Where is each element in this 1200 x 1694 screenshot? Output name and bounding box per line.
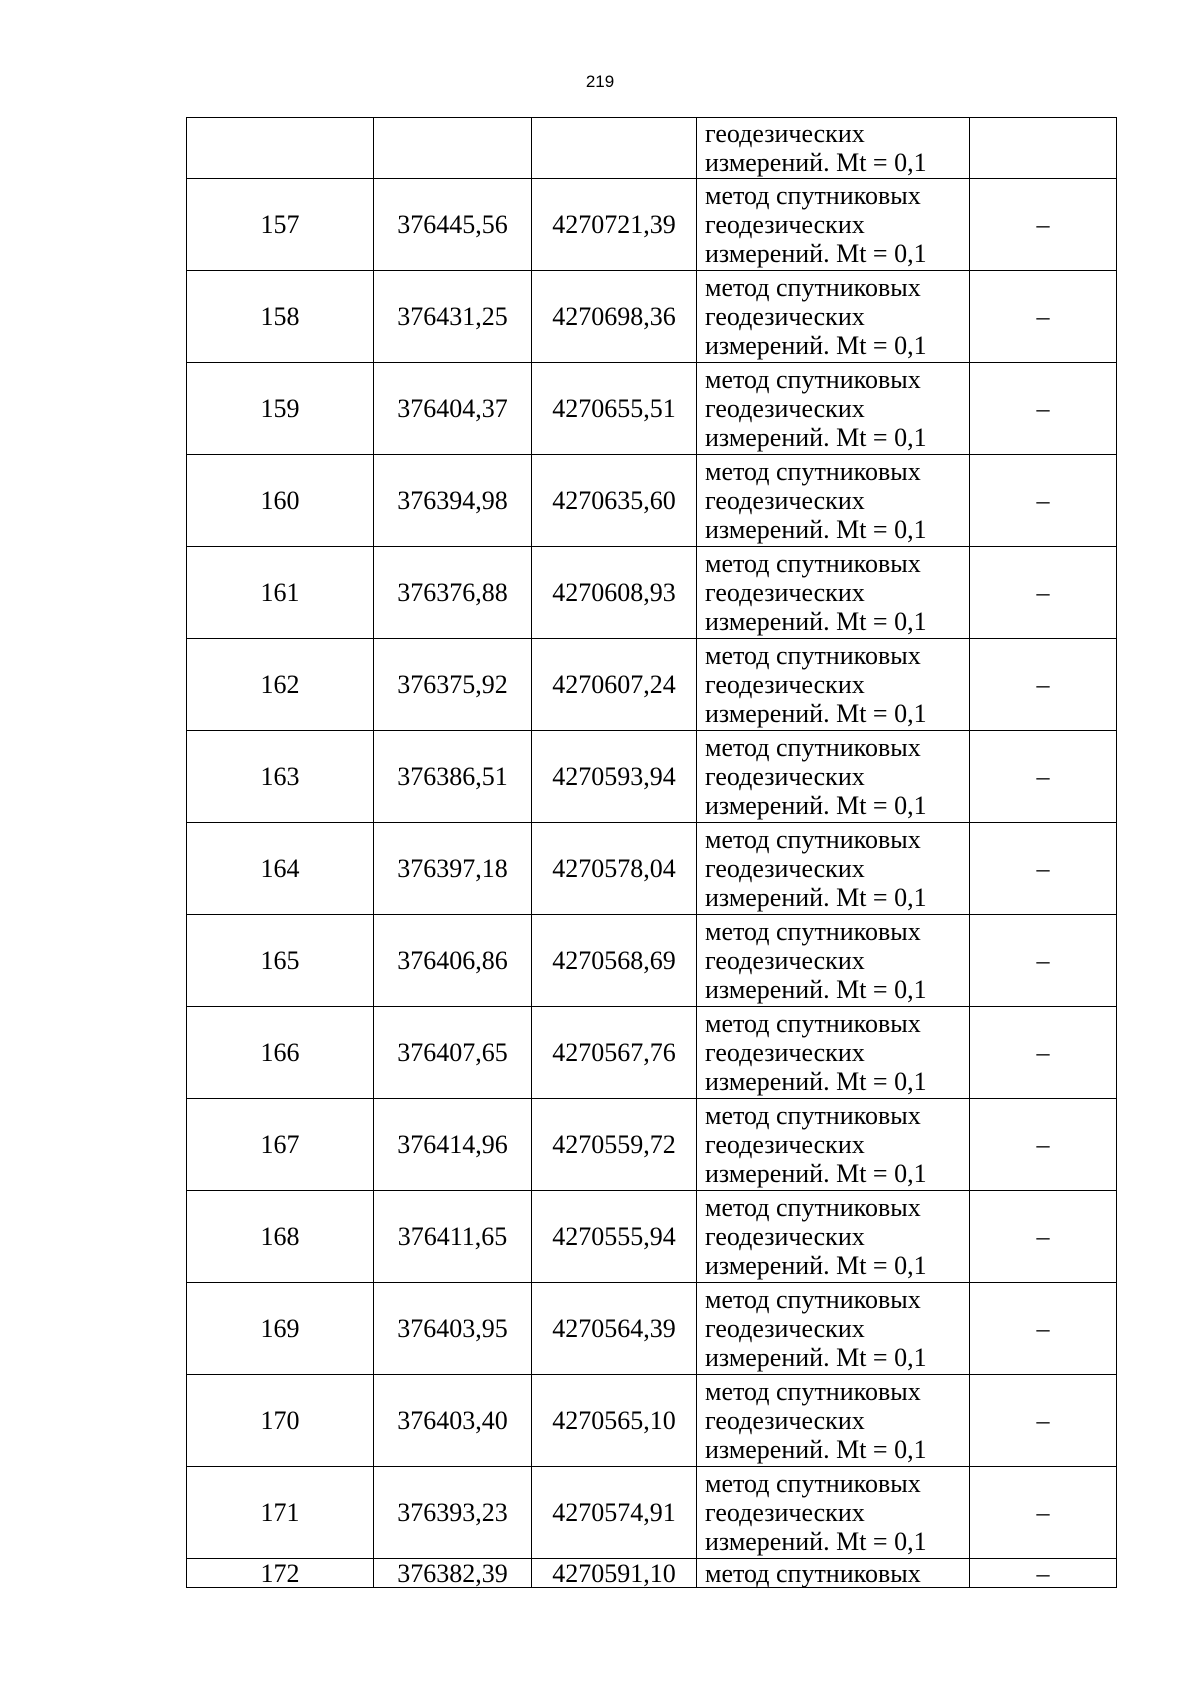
method-line: геодезических xyxy=(705,1038,865,1067)
cell-method xyxy=(697,1099,970,1191)
cell-num: 172 xyxy=(187,1559,374,1588)
cell-x: 376431,25 xyxy=(374,271,532,363)
cell-accuracy: – xyxy=(970,547,1117,639)
cell-x: 376406,86 xyxy=(374,915,532,1007)
cell-y: 4270578,04 xyxy=(532,823,697,915)
method-line: измерений. Mt = 0,1 xyxy=(705,1067,927,1096)
cell-x: 376407,65 xyxy=(374,1007,532,1099)
cell-accuracy: – xyxy=(970,1559,1117,1588)
cell-x: 376382,39 xyxy=(374,1559,532,1588)
cell-y: 4270591,10 xyxy=(532,1559,697,1588)
cell-x: 376403,40 xyxy=(374,1375,532,1467)
cell-y: 4270564,39 xyxy=(532,1283,697,1375)
method-line: геодезических xyxy=(705,670,865,699)
cell-y: 4270608,93 xyxy=(532,547,697,639)
cell-method xyxy=(697,547,970,639)
method-line: метод спутниковых xyxy=(705,1377,921,1406)
method-line: метод спутниковых xyxy=(705,917,921,946)
cell-x: 376386,51 xyxy=(374,731,532,823)
table-row xyxy=(187,455,1117,547)
cell-method xyxy=(697,363,970,455)
cell-method xyxy=(697,271,970,363)
cell-accuracy: – xyxy=(970,1375,1117,1467)
cell-accuracy xyxy=(970,118,1117,179)
cell-y: 4270721,39 xyxy=(532,179,697,271)
table-row xyxy=(187,1099,1117,1191)
method-line: метод спутниковых xyxy=(705,1285,921,1314)
method-line: геодезических xyxy=(705,762,865,791)
cell-y: 4270593,94 xyxy=(532,731,697,823)
cell-num xyxy=(187,118,374,179)
table-row xyxy=(187,547,1117,639)
method-line: измерений. Mt = 0,1 xyxy=(705,1159,927,1188)
method-line: геодезических xyxy=(705,578,865,607)
cell-y: 4270698,36 xyxy=(532,271,697,363)
cell-num: 167 xyxy=(187,1099,374,1191)
cell-num: 169 xyxy=(187,1283,374,1375)
cell-x: 376376,88 xyxy=(374,547,532,639)
method-line: измерений. Mt = 0,1 xyxy=(705,1435,927,1464)
coordinates-table xyxy=(186,117,1117,1588)
cell-y xyxy=(532,118,697,179)
method-line: измерений. Mt = 0,1 xyxy=(705,515,927,544)
method-line: измерений. Mt = 0,1 xyxy=(705,331,927,360)
cell-method xyxy=(697,118,970,179)
table-row xyxy=(187,639,1117,731)
cell-x: 376403,95 xyxy=(374,1283,532,1375)
method-line: измерений. Mt = 0,1 xyxy=(705,239,927,268)
table-row xyxy=(187,271,1117,363)
cell-y: 4270574,91 xyxy=(532,1467,697,1559)
cell-x: 376404,37 xyxy=(374,363,532,455)
method-line: метод спутниковых xyxy=(705,641,921,670)
method-line: измерений. Mt = 0,1 xyxy=(705,148,927,177)
cell-method xyxy=(697,823,970,915)
cell-num: 159 xyxy=(187,363,374,455)
table-row xyxy=(187,823,1117,915)
method-line: геодезических xyxy=(705,1130,865,1159)
cell-y: 4270655,51 xyxy=(532,363,697,455)
method-line: геодезических xyxy=(705,854,865,883)
cell-y: 4270555,94 xyxy=(532,1191,697,1283)
cell-accuracy: – xyxy=(970,1283,1117,1375)
table-row xyxy=(187,1467,1117,1559)
method-line: геодезических xyxy=(705,1222,865,1251)
method-line: метод спутниковых xyxy=(705,1193,921,1222)
cell-x: 376411,65 xyxy=(374,1191,532,1283)
cell-num: 163 xyxy=(187,731,374,823)
method-line: геодезических xyxy=(705,119,865,148)
method-line: измерений. Mt = 0,1 xyxy=(705,975,927,1004)
cell-num: 158 xyxy=(187,271,374,363)
method-line: метод спутниковых xyxy=(705,181,921,210)
cell-y: 4270607,24 xyxy=(532,639,697,731)
method-line: метод спутниковых xyxy=(705,825,921,854)
cell-method xyxy=(697,1191,970,1283)
cell-num: 160 xyxy=(187,455,374,547)
method-line: измерений. Mt = 0,1 xyxy=(705,791,927,820)
method-line: метод спутниковых xyxy=(705,733,921,762)
cell-accuracy: – xyxy=(970,363,1117,455)
cell-accuracy: – xyxy=(970,1099,1117,1191)
method-line: метод спутниковых xyxy=(705,1009,921,1038)
page-number: 219 xyxy=(585,72,615,91)
cell-num: 168 xyxy=(187,1191,374,1283)
cell-accuracy: – xyxy=(970,915,1117,1007)
method-line: измерений. Mt = 0,1 xyxy=(705,1527,927,1556)
cell-accuracy: – xyxy=(970,731,1117,823)
cell-num: 164 xyxy=(187,823,374,915)
table-row xyxy=(187,1007,1117,1099)
cell-x xyxy=(374,118,532,179)
method-line: геодезических xyxy=(705,946,865,975)
method-line: измерений. Mt = 0,1 xyxy=(705,883,927,912)
cell-y: 4270635,60 xyxy=(532,455,697,547)
table-row xyxy=(187,1191,1117,1283)
table-row xyxy=(187,179,1117,271)
cell-method xyxy=(697,179,970,271)
method-line: метод спутниковых xyxy=(705,1101,921,1130)
cell-num: 157 xyxy=(187,179,374,271)
method-line: геодезических xyxy=(705,210,865,239)
cell-accuracy: – xyxy=(970,455,1117,547)
cell-method xyxy=(697,731,970,823)
table-row xyxy=(187,731,1117,823)
cell-x: 376445,56 xyxy=(374,179,532,271)
table-row xyxy=(187,1559,1117,1588)
method-line: измерений. Mt = 0,1 xyxy=(705,1251,927,1280)
table-row xyxy=(187,363,1117,455)
cell-num: 161 xyxy=(187,547,374,639)
method-line: измерений. Mt = 0,1 xyxy=(705,423,927,452)
method-line: измерений. Mt = 0,1 xyxy=(705,607,927,636)
cell-method xyxy=(697,1283,970,1375)
cell-y: 4270568,69 xyxy=(532,915,697,1007)
method-line: геодезических xyxy=(705,302,865,331)
cell-num: 171 xyxy=(187,1467,374,1559)
method-line: измерений. Mt = 0,1 xyxy=(705,1343,927,1372)
cell-accuracy: – xyxy=(970,1191,1117,1283)
cell-x: 376393,23 xyxy=(374,1467,532,1559)
method-line: измерений. Mt = 0,1 xyxy=(705,699,927,728)
cell-method xyxy=(697,455,970,547)
cell-method: метод спутниковых xyxy=(697,1559,970,1588)
method-line: геодезических xyxy=(705,1498,865,1527)
cell-method xyxy=(697,1007,970,1099)
cell-x: 376375,92 xyxy=(374,639,532,731)
cell-y: 4270565,10 xyxy=(532,1375,697,1467)
method-line: метод спутниковых xyxy=(705,457,921,486)
cell-accuracy: – xyxy=(970,271,1117,363)
cell-method xyxy=(697,1375,970,1467)
cell-method xyxy=(697,915,970,1007)
cell-accuracy: – xyxy=(970,639,1117,731)
cell-accuracy: – xyxy=(970,823,1117,915)
method-line: геодезических xyxy=(705,1406,865,1435)
method-line: геодезических xyxy=(705,1314,865,1343)
cell-y: 4270567,76 xyxy=(532,1007,697,1099)
cell-num: 166 xyxy=(187,1007,374,1099)
method-line: метод спутниковых xyxy=(705,273,921,302)
table-row xyxy=(187,1283,1117,1375)
method-line: геодезических xyxy=(705,394,865,423)
cell-x: 376394,98 xyxy=(374,455,532,547)
cell-accuracy: – xyxy=(970,1467,1117,1559)
cell-y: 4270559,72 xyxy=(532,1099,697,1191)
table-row xyxy=(187,915,1117,1007)
cell-accuracy: – xyxy=(970,179,1117,271)
cell-method xyxy=(697,639,970,731)
cell-num: 162 xyxy=(187,639,374,731)
cell-x: 376397,18 xyxy=(374,823,532,915)
method-line: метод спутниковых xyxy=(705,549,921,578)
cell-method xyxy=(697,1467,970,1559)
cell-x: 376414,96 xyxy=(374,1099,532,1191)
method-line: геодезических xyxy=(705,486,865,515)
method-line: метод спутниковых xyxy=(705,365,921,394)
method-line: метод спутниковых xyxy=(705,1469,921,1498)
table-row-continuation xyxy=(187,118,1117,179)
table-row xyxy=(187,1375,1117,1467)
cell-num: 165 xyxy=(187,915,374,1007)
cell-accuracy: – xyxy=(970,1007,1117,1099)
cell-num: 170 xyxy=(187,1375,374,1467)
